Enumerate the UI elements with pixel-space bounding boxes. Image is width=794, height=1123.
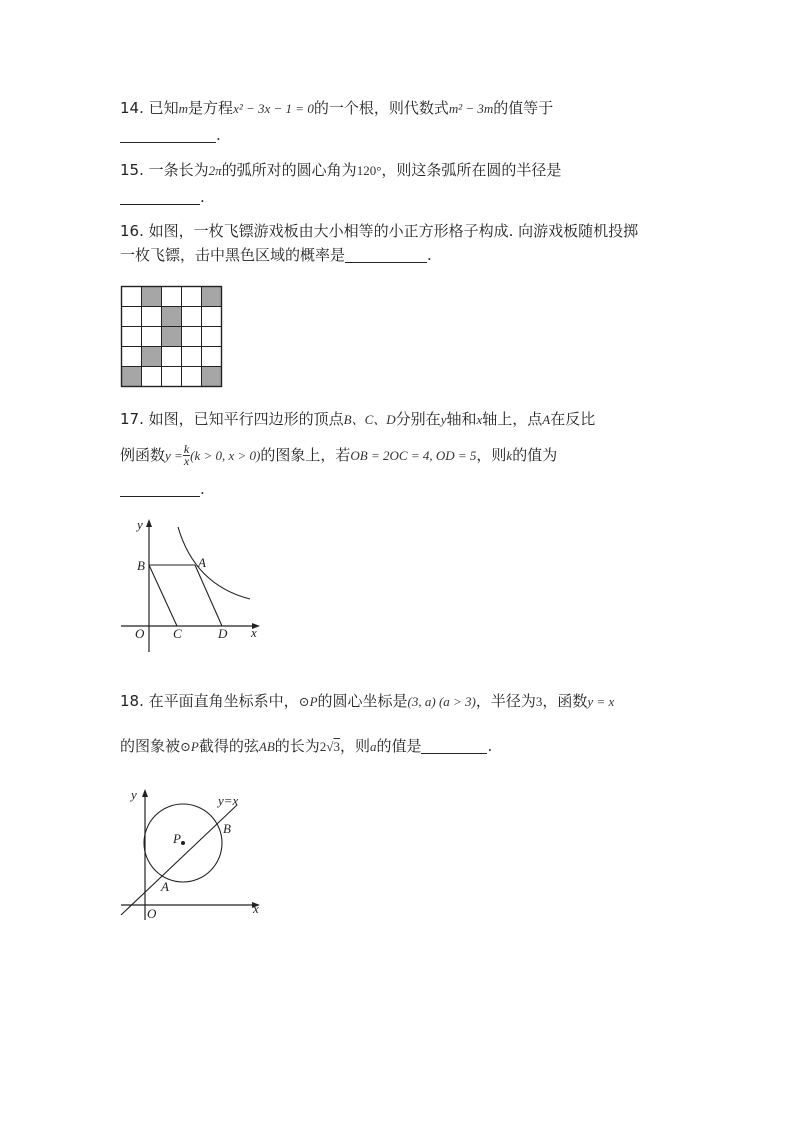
q17-answer-blank[interactable] (120, 480, 200, 497)
q14-line2: . (120, 124, 221, 146)
q17-label-O: O (135, 626, 145, 641)
q15-line1: 15. 一条长为2π的弧所对的圆心角为120°，则这条弧所在圆的半径是 (120, 161, 562, 179)
q17-label-y: y (137, 517, 143, 532)
grid-cell-shaded (162, 307, 182, 327)
q17-side-BC (149, 565, 177, 626)
q18-line-y-eq-x (121, 805, 237, 915)
dartboard-grid (121, 286, 222, 387)
q17-y-arrow (146, 519, 152, 527)
q14-expression: m² − 3m (448, 101, 494, 116)
grid-cell-shaded (142, 287, 162, 307)
q18-label-O: O (147, 906, 157, 921)
q17-line3: . (120, 478, 205, 500)
q18-answer-blank[interactable] (421, 737, 487, 754)
grid-cell (122, 327, 142, 347)
q17-side-AD (195, 565, 222, 626)
grid-cell (182, 287, 202, 307)
q18-label-y: y (131, 787, 137, 802)
grid-cell (142, 327, 162, 347)
q17-label-x: x (251, 625, 257, 640)
q14-answer-blank[interactable] (120, 126, 216, 143)
q18-label-P: P (173, 831, 181, 846)
q18-line2: 的图象被⊙P截得的弦AB的长为2√3，则a的值是 . (120, 737, 493, 755)
q14-number: 14. (120, 99, 144, 117)
q18-label-x: x (253, 901, 259, 916)
grid-cell (122, 287, 142, 307)
q18-number: 18. (120, 692, 144, 710)
q17-fraction: $\frac{k}{x}$ (183, 442, 190, 468)
q18-figure (115, 785, 270, 925)
grid-cell (122, 307, 142, 327)
grid-cell-shaded (202, 287, 222, 307)
q16-answer-blank[interactable] (345, 246, 427, 263)
q17-given: OB = 2OC = 4, OD = 5 (350, 448, 477, 463)
q18-label-line: y=x (218, 793, 239, 808)
grid-cell-shaded (162, 327, 182, 347)
q17-hyperbola (178, 527, 250, 599)
q17-line1: 17. 如图，已知平行四边形的顶点B、C、D分别在y轴和x轴上，点A在反比 (120, 410, 596, 428)
grid-cell-shaded (122, 367, 142, 387)
q17-label-C: C (173, 626, 182, 641)
grid-cell (202, 307, 222, 327)
q18-center-dot (181, 841, 185, 845)
grid-cell (202, 327, 222, 347)
q16-line2: 一枚飞镖，击中黑色区域的概率是 . (120, 246, 432, 264)
q14-line1: 14. 已知m是方程x² − 3x − 1 = 0的一个根，则代数式m² − 3m的值等于 (120, 99, 554, 117)
q17-label-B: B (137, 558, 145, 573)
grid-cell (142, 307, 162, 327)
q18-label-B: B (223, 821, 231, 836)
q14-equation: x² − 3x − 1 = 0 (233, 101, 314, 116)
q18-y-arrow (142, 789, 148, 797)
grid-cell (162, 287, 182, 307)
grid-cell (162, 367, 182, 387)
grid-cell (202, 347, 222, 367)
q17-figure (115, 515, 265, 655)
q17-label-A: A (198, 555, 206, 570)
q18-line1: 18. 在平面直角坐标系中，⊙P的圆心坐标是(3, a) (a > 3)，半径为3，函数y = x (120, 692, 615, 710)
grid-cell (182, 347, 202, 367)
q15-line2: . (120, 186, 205, 208)
q18-label-A: A (161, 879, 169, 894)
q18-center-coord: (3, a) (a > 3) (407, 694, 476, 709)
grid-cell (182, 367, 202, 387)
grid-cell-shaded (142, 347, 162, 367)
q15-number: 15. (120, 161, 144, 179)
grid-cell (182, 307, 202, 327)
grid-cell (182, 327, 202, 347)
q16-number: 16. (120, 222, 144, 240)
q16-line1: 16. 如图，一枚飞镖游戏板由大小相等的小正方形格子构成. 向游戏板随机投掷 (120, 222, 639, 240)
grid-cell-shaded (202, 367, 222, 387)
q15-answer-blank[interactable] (120, 188, 200, 205)
grid-cell (142, 367, 162, 387)
grid-cell (162, 347, 182, 367)
q17-line2: 例函数y = $\frac{k}{x}$ (k > 0, x > 0)的图象上，若OB = 2OC = 4, OD = 5，则k的值为 (120, 442, 558, 468)
grid-cell (122, 347, 142, 367)
q17-label-D: D (218, 626, 228, 641)
q17-number: 17. (120, 410, 144, 428)
